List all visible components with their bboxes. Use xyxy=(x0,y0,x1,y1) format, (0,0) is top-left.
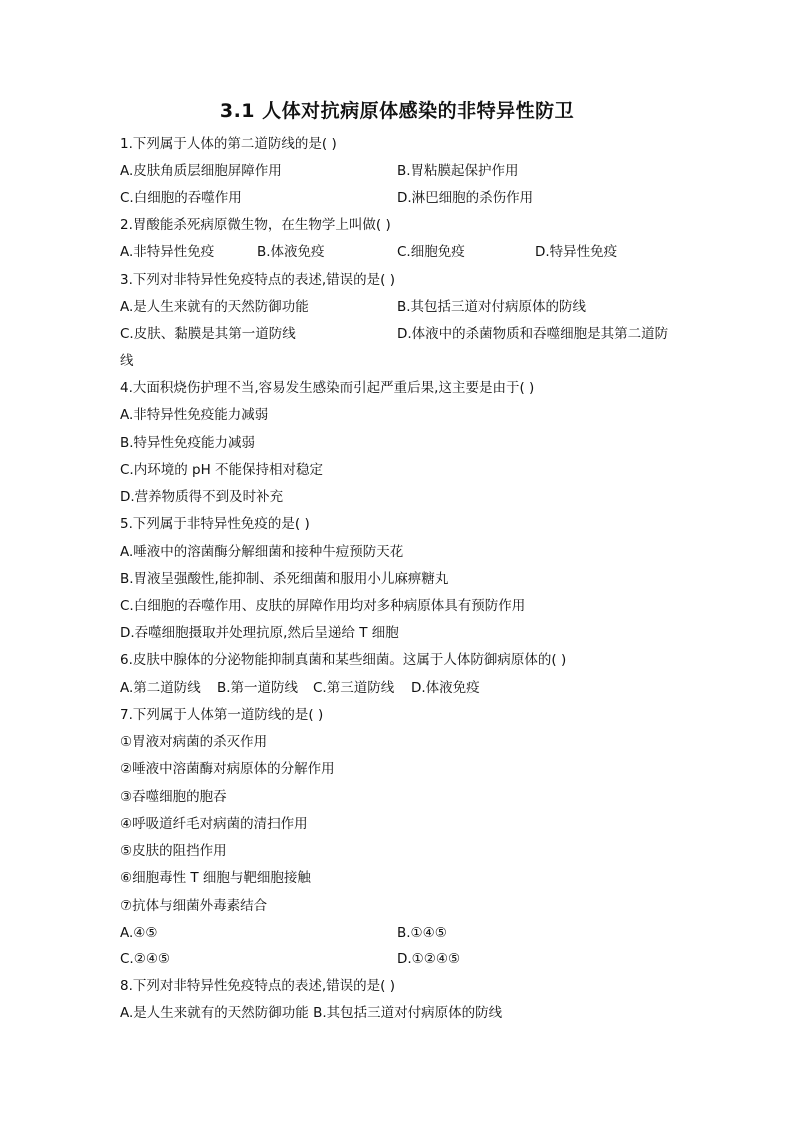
question-3-stem: 3.下列对非特异性免疫特点的表述,错误的是( ) xyxy=(120,272,395,288)
question-8-options-ab: A.是人生来就有的天然防御功能 B.其包括三道对付病原体的防线 xyxy=(120,1005,503,1021)
question-4-option-a: A.非特异性免疫能力减弱 xyxy=(120,407,269,423)
question-5-option-d: D.吞噬细胞摄取并处理抗原,然后呈递给 T 细胞 xyxy=(120,625,399,641)
question-1-option-a: A.皮肤角质层细胞屏障作用 xyxy=(120,163,282,179)
question-6-stem: 6.皮肤中腺体的分泌物能抑制真菌和某些细菌。这属于人体防御病原体的( ) xyxy=(120,652,567,668)
question-4-option-b: B.特异性免疫能力减弱 xyxy=(120,435,256,451)
question-7-item: ④呼吸道纤毛对病菌的清扫作用 xyxy=(120,816,308,832)
question-7-item: ②唾液中溶菌酶对病原体的分解作用 xyxy=(120,761,335,777)
question-5-option-b: B.胃液呈强酸性,能抑制、杀死细菌和服用小儿麻痹糖丸 xyxy=(120,571,449,587)
question-3-option-d-continued: 线 xyxy=(120,353,134,369)
page-title: 3.1 人体对抗病原体感染的非特异性防卫 xyxy=(219,100,575,122)
question-3-option-a: A.是人生来就有的天然防御功能 xyxy=(120,299,309,315)
question-7-item: ⑦抗体与细菌外毒素结合 xyxy=(120,898,268,914)
question-3-option-c: C.皮肤、黏膜是其第一道防线 xyxy=(120,326,296,342)
question-2-option-c: C.细胞免疫 xyxy=(397,244,465,260)
question-6-option-b: B.第一道防线 xyxy=(217,680,299,696)
question-7-item: ⑥细胞毒性 T 细胞与靶细胞接触 xyxy=(120,870,311,886)
question-7-stem: 7.下列属于人体第一道防线的是( ) xyxy=(120,707,324,723)
question-5-stem: 5.下列属于非特异性免疫的是( ) xyxy=(120,516,310,532)
question-7-item: ⑤皮肤的阻挡作用 xyxy=(120,843,227,859)
question-7-option-a: A.④⑤ xyxy=(120,925,158,941)
question-2-option-d: D.特异性免疫 xyxy=(535,244,618,260)
question-6-option-d: D.体液免疫 xyxy=(411,680,480,696)
question-3-option-d: D.体液中的杀菌物质和吞噬细胞是其第二道防 xyxy=(397,326,669,342)
question-4-option-d: D.营养物质得不到及时补充 xyxy=(120,489,284,505)
question-6-option-c: C.第三道防线 xyxy=(313,680,395,696)
question-8-stem: 8.下列对非特异性免疫特点的表述,错误的是( ) xyxy=(120,978,395,994)
question-2-option-a: A.非特异性免疫 xyxy=(120,244,215,260)
question-7-item: ①胃液对病菌的杀灭作用 xyxy=(120,734,268,750)
question-4-option-c: C.内环境的 pH 不能保持相对稳定 xyxy=(120,462,324,478)
question-3-option-b: B.其包括三道对付病原体的防线 xyxy=(397,299,587,315)
question-1-option-d: D.淋巴细胞的杀伤作用 xyxy=(397,190,534,206)
question-7-option-b: B.①④⑤ xyxy=(397,925,447,941)
question-7-option-d: D.①②④⑤ xyxy=(397,951,461,967)
question-7-option-c: C.②④⑤ xyxy=(120,951,171,967)
question-1-stem: 1.下列属于人体的第二道防线的是( ) xyxy=(120,136,337,152)
question-2-option-b: B.体液免疫 xyxy=(257,244,325,260)
question-1-option-b: B.胃粘膜起保护作用 xyxy=(397,163,519,179)
question-4-stem: 4.大面积烧伤护理不当,容易发生感染而引起严重后果,这主要是由于( ) xyxy=(120,380,535,396)
question-6-option-a: A.第二道防线 xyxy=(120,680,201,696)
question-1-option-c: C.白细胞的吞噬作用 xyxy=(120,190,242,206)
question-2-stem: 2.胃酸能杀死病原微生物，在生物学上叫做( ) xyxy=(120,217,391,233)
question-5-option-a: A.唾液中的溶菌酶分解细菌和接种牛痘预防天花 xyxy=(120,544,404,560)
question-7-item: ③吞噬细胞的胞吞 xyxy=(120,789,227,805)
question-5-option-c: C.白细胞的吞噬作用、皮肤的屏障作用均对多种病原体具有预防作用 xyxy=(120,598,526,614)
